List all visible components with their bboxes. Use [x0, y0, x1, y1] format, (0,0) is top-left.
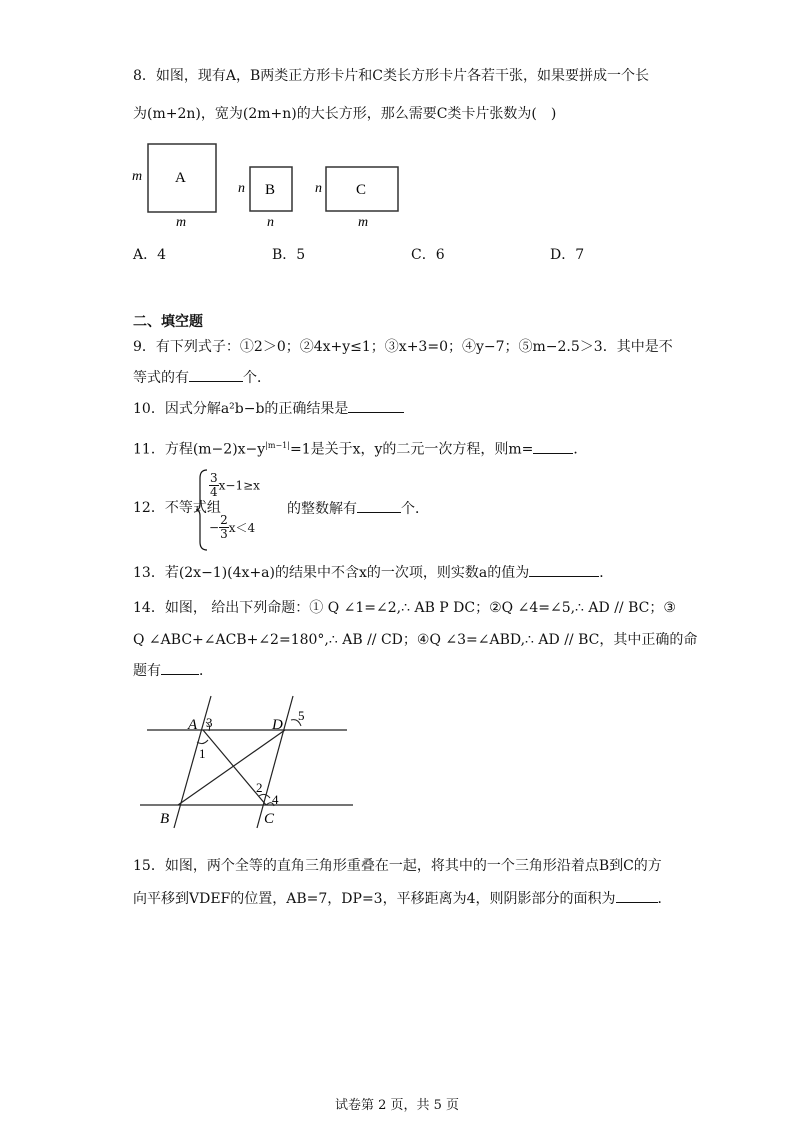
q15-text: 向平移到VDEF的位置，AB=7，DP=3，平移距离为4，则阴影部分的面积为 [133, 891, 616, 907]
q14-answer-blank[interactable] [161, 660, 199, 675]
q12-frac1-den: 4 [210, 485, 218, 499]
card-a-side-label: m [132, 169, 143, 184]
line-bd [178, 730, 285, 805]
q15-end: ． [657, 891, 672, 907]
q11-text: 11．方程(m−2)x−y [133, 441, 266, 458]
q12-ineq2 [209, 514, 255, 541]
q13-text: 13．若(2x−1)(4x+a)的结果中不含x的一次项，则实数a的值为 [133, 565, 530, 581]
angle-3-label: 3 [206, 715, 213, 730]
card-b-bottom-label: n [267, 215, 274, 230]
q12-suffix-line [287, 498, 429, 519]
q12-frac1 [209, 472, 219, 499]
q8-option-a: A．4 [133, 247, 167, 263]
section-heading: 二、填空题 [133, 314, 203, 330]
card-a-label: A [175, 170, 186, 186]
q12-prefix: 12．不等式组 [133, 500, 221, 516]
q14-line3 [133, 660, 213, 681]
q9-answer-blank[interactable] [189, 367, 243, 382]
card-c-label: C [356, 182, 367, 198]
point-c-label: C [264, 811, 275, 827]
q8-option-c: C．6 [411, 247, 445, 263]
q15-line2 [133, 888, 672, 909]
card-a-bottom-label: m [176, 215, 187, 230]
q9-line1: 9．有下列式子：①2＞0；②4x+y≤1；③x+3=0；④y−7；⑤m−2.5＞3．其中是不 [133, 339, 673, 355]
angle-2-label: 2 [256, 780, 263, 795]
q8-line1: 8．如图，现有A，B两类正方形卡片和C类长方形卡片各若干张，如果要拼成一个长 [133, 68, 650, 84]
q11-line [133, 436, 587, 460]
q12-brace [195, 468, 209, 552]
angle-5-label: 5 [298, 708, 305, 723]
q10-answer-blank[interactable] [348, 398, 404, 413]
q13-line [133, 562, 613, 583]
card-c-bottom-label: m [358, 215, 369, 230]
q12-ineq1 [209, 472, 260, 499]
q14-geometry-figure [135, 694, 360, 832]
point-b-label: B [160, 811, 170, 827]
q13-end: ． [599, 565, 614, 581]
q14-line2: Q ∠ABC+∠ACB+∠2=180°,∴ AB // CD；④Q ∠3=∠ABD,∴ AD // BC，其中正确的命 [133, 632, 698, 648]
line-dc [257, 696, 293, 828]
card-b-label: B [265, 182, 276, 198]
angle-4-label: 4 [272, 792, 279, 807]
q8-line2: 为(m+2n)，宽为(2m+n)的大长方形，那么需要C类卡片张数为( ) [133, 106, 557, 122]
q8-option-d: D．7 [550, 247, 585, 263]
q12-ineq2-rest: x＜4 [228, 521, 256, 535]
q9-text: 等式的有 [133, 370, 189, 386]
q10-text: 10．因式分解a²b−b的正确结果是 [133, 401, 349, 417]
q9-line2 [133, 367, 271, 388]
q12-ineq1-rest: x−1≥x [218, 478, 260, 493]
q8-option-b: B．5 [272, 247, 306, 263]
q11-answer-blank[interactable] [533, 439, 573, 454]
q12-frac2-den: 3 [220, 527, 228, 541]
q12-frac2-num: 2 [220, 513, 228, 527]
q14-text: 题有 [133, 663, 161, 679]
point-a-label: A [188, 717, 198, 733]
q15-line1: 15．如图，两个全等的直角三角形重叠在一起，将其中的一个三角形沿着点B到C的方 [133, 858, 662, 874]
q12-inequality-system [195, 468, 285, 552]
point-d-label: D [272, 717, 283, 733]
q8-card-figure [128, 138, 418, 230]
q14-end: ． [199, 663, 213, 679]
q9-end: 个． [243, 370, 271, 386]
q15-answer-blank[interactable] [616, 888, 658, 903]
q11-text2: =1是关于x，y的二元一次方程，则m= [289, 441, 534, 458]
q12-frac2 [219, 514, 229, 541]
q12-ineq2-sign: − [209, 520, 220, 535]
q11-exponent: |m−1| [265, 441, 290, 450]
q12-suffix: 的整数解有 [287, 501, 357, 517]
q12-end: 个． [401, 501, 429, 517]
angle-1-label: 1 [199, 746, 206, 761]
q12-frac1-num: 3 [210, 471, 218, 485]
q14-line1: 14．如图， 给出下列命题：① Q ∠1=∠2,∴ AB P DC；②Q ∠4=∠5,∴ AD // BC；③ [133, 600, 676, 616]
page-footer: 试卷第 2 页，共 5 页 [334, 1098, 460, 1113]
q10-line [133, 398, 404, 419]
q11-end: ． [573, 441, 588, 458]
q12-answer-blank[interactable] [357, 498, 401, 513]
q13-answer-blank[interactable] [529, 562, 599, 577]
card-c-side-label: n [315, 181, 322, 196]
card-b-side-label: n [238, 181, 245, 196]
